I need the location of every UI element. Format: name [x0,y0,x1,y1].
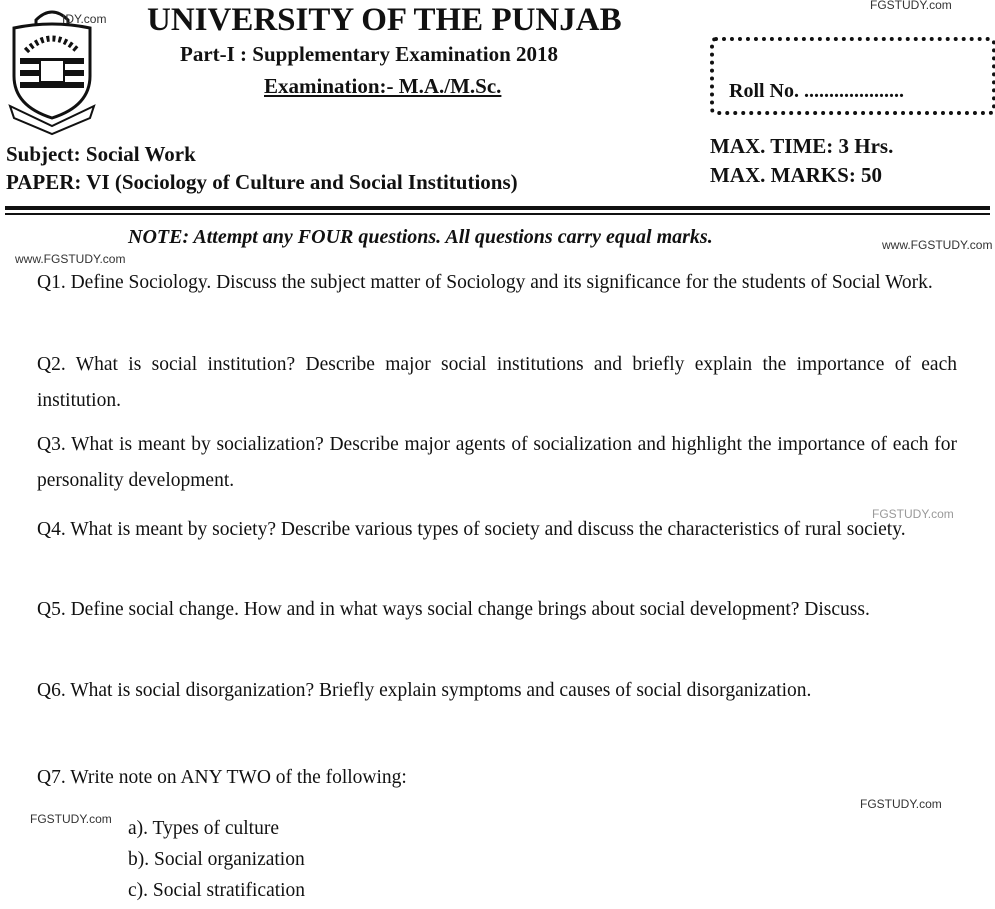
question-4: Q4. What is meant by society? Describe various types of society and discuss the characteristics of rural society. [37,519,906,540]
exam-program: Examination:- M.A./M.Sc. [264,74,502,98]
roll-number-field: Roll No. .................... [729,80,904,102]
question-1: Q1. Define Sociology. Discuss the subject matter of Sociology and its significance for the students of Social Work. [37,272,933,293]
question-7: Q7. Write note on ANY TWO of the following: [37,767,407,788]
q7-item-c: c). Social stratification [128,880,306,901]
q7-item-b: b). Social organization [128,849,305,870]
watermark: FGSTUDY.com [30,812,112,826]
watermark: FGSTUDY.com [870,0,952,12]
watermark: www.FGSTUDY.com [15,252,126,266]
max-time: MAX. TIME: 3 Hrs. [710,134,894,158]
watermark: FGSTUDY.com [860,797,942,811]
exam-part: Part-I : Supplementary Examination 2018 [180,42,558,66]
q7-item-a: a). Types of culture [128,818,279,839]
watermark: IDY.com [62,12,107,26]
instructions-note: NOTE: Attempt any FOUR questions. All questions carry equal marks. [128,226,713,248]
subject: Subject: Social Work [6,142,196,166]
question-2: Q2. What is social institution? Describe major social institutions and briefly explain the importance of each institution. [37,354,957,411]
divider [5,213,990,215]
university-title: UNIVERSITY OF THE PUNJAB [147,2,622,38]
divider [5,206,990,210]
paper-title: PAPER: VI (Sociology of Culture and Social Institutions) [6,170,518,194]
question-6: Q6. What is social disorganization? Briefly explain symptoms and causes of social disorganization. [37,680,812,701]
max-marks: MAX. MARKS: 50 [710,163,883,187]
watermark: FGSTUDY.com [872,507,954,521]
watermark: www.FGSTUDY.com [882,238,993,252]
question-3: Q3. What is meant by socialization? Describe major agents of socialization and highlight the importance of each for personality development. [37,434,957,491]
roll-number-box [710,37,995,115]
question-5: Q5. Define social change. How and in what ways social change brings about social development? Discuss. [37,599,870,620]
